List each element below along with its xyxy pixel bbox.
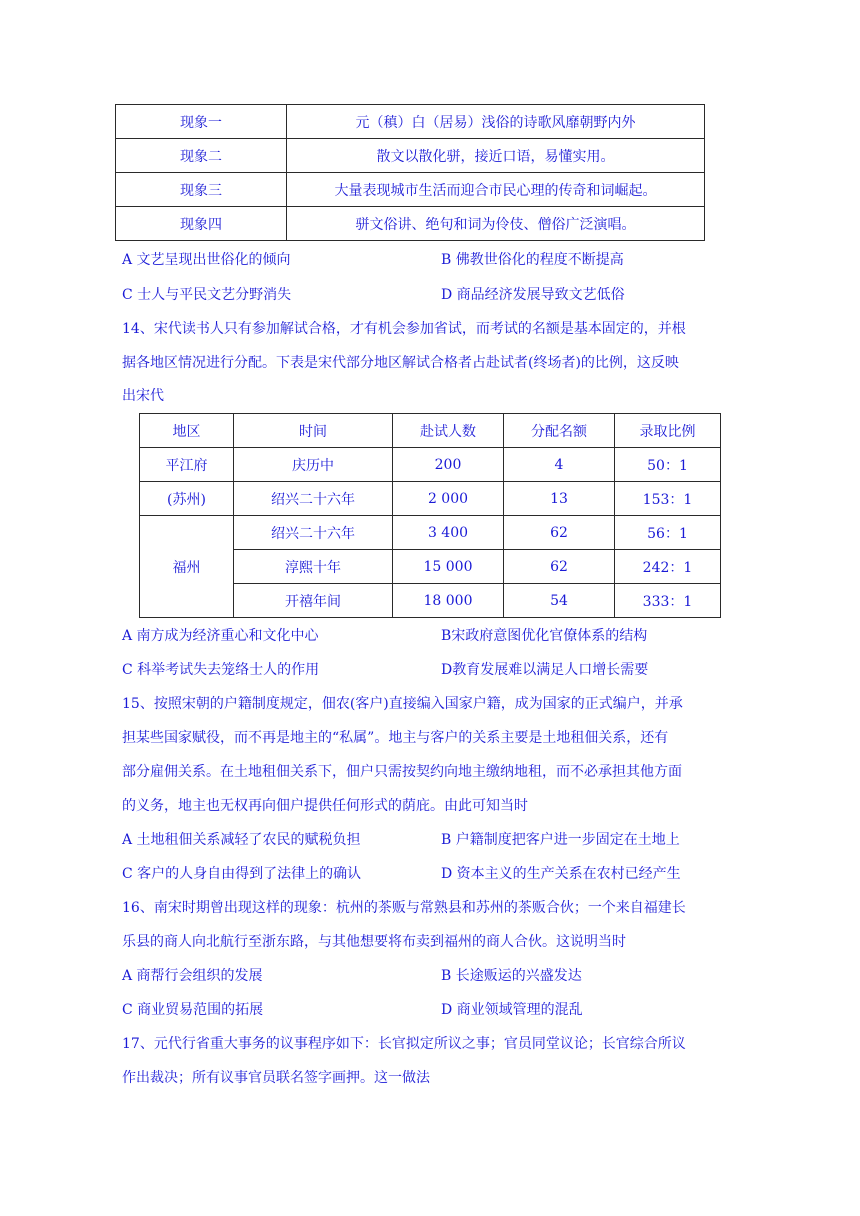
ratio-cell: 333：1 bbox=[615, 584, 721, 618]
q14-stem-line: 据各地区情况进行分配。下表是宋代部分地区解试合格者占赴试者(终场者)的比例，这反映 bbox=[122, 355, 679, 371]
examinees-cell: 15 000 bbox=[393, 550, 504, 584]
region-cell: 平江府 bbox=[140, 448, 234, 482]
examinees-cell: 18 000 bbox=[393, 584, 504, 618]
column-header: 赴试人数 bbox=[393, 414, 504, 448]
quota-cell: 54 bbox=[504, 584, 615, 618]
q13-option-b: B 佛教世俗化的程度不断提高 bbox=[441, 252, 624, 268]
time-cell: 绍兴二十六年 bbox=[234, 482, 393, 516]
phenomenon-label: 现象四 bbox=[116, 207, 287, 241]
q14-option-b: B宋政府意图优化官僚体系的结构 bbox=[441, 628, 648, 644]
region-cell: 福州 bbox=[140, 516, 234, 618]
q16-option-b: B 长途贩运的兴盛发达 bbox=[441, 968, 582, 984]
table-row bbox=[140, 482, 721, 516]
phenomenon-text: 元（稹）白（居易）浅俗的诗歌风靡朝野内外 bbox=[287, 105, 705, 139]
phenomenon-text: 骈文俗讲、绝句和词为伶伎、僧俗广泛演唱。 bbox=[287, 207, 705, 241]
column-header: 地区 bbox=[140, 414, 234, 448]
phenomenon-label: 现象三 bbox=[116, 173, 287, 207]
q14-option-d: D教育发展难以满足人口增长需要 bbox=[441, 662, 649, 678]
phenomenon-label: 现象二 bbox=[116, 139, 287, 173]
phenomena-table bbox=[115, 104, 705, 241]
column-header: 时间 bbox=[234, 414, 393, 448]
q17-stem-line: 作出裁决；所有议事官员联名签字画押。这一做法 bbox=[122, 1070, 430, 1086]
examinees-cell: 200 bbox=[393, 448, 504, 482]
ratio-cell: 153：1 bbox=[615, 482, 721, 516]
q16-option-c: C 商业贸易范围的拓展 bbox=[122, 1002, 264, 1018]
examinees-cell: 3 400 bbox=[393, 516, 504, 550]
table-row bbox=[140, 516, 721, 550]
q15-option-b: B 户籍制度把客户进一步固定在土地上 bbox=[441, 832, 680, 848]
q15-stem-line: 的义务，地主也无权再向佃户提供任何形式的荫庇。由此可知当时 bbox=[122, 798, 528, 814]
exam-ratio-table bbox=[139, 413, 721, 618]
q16-option-d: D 商业领域管理的混乱 bbox=[441, 1002, 583, 1018]
q14-stem-line: 出宋代 bbox=[122, 388, 164, 404]
quota-cell: 62 bbox=[504, 516, 615, 550]
examinees-cell: 2 000 bbox=[393, 482, 504, 516]
time-cell: 开禧年间 bbox=[234, 584, 393, 618]
q16-option-a: A 商帮行会组织的发展 bbox=[122, 968, 263, 984]
quota-cell: 62 bbox=[504, 550, 615, 584]
q13-option-d: D 商品经济发展导致文艺低俗 bbox=[441, 287, 625, 303]
time-cell: 绍兴二十六年 bbox=[234, 516, 393, 550]
phenomenon-text: 大量表现城市生活而迎合市民心理的传奇和词崛起。 bbox=[287, 173, 705, 207]
column-header: 录取比例 bbox=[615, 414, 721, 448]
table-row bbox=[140, 448, 721, 482]
q15-stem-line: 15、按照宋朝的户籍制度规定，佃农(客户)直接编入国家户籍，成为国家的正式编户，并承 bbox=[122, 696, 683, 712]
time-cell: 庆历中 bbox=[234, 448, 393, 482]
ratio-cell: 50：1 bbox=[615, 448, 721, 482]
q13-option-a: A 文艺呈现出世俗化的倾向 bbox=[122, 252, 291, 268]
ratio-cell: 242：1 bbox=[615, 550, 721, 584]
q14-stem-line: 14、宋代读书人只有参加解试合格，才有机会参加省试，而考试的名额是基本固定的，并根 bbox=[122, 321, 686, 337]
table-header-row bbox=[140, 414, 721, 448]
table-row bbox=[116, 173, 705, 207]
column-header: 分配名额 bbox=[504, 414, 615, 448]
time-cell: 淳熙十年 bbox=[234, 550, 393, 584]
table-row bbox=[116, 207, 705, 241]
quota-cell: 4 bbox=[504, 448, 615, 482]
q16-stem-line: 乐县的商人向北航行至浙东路，与其他想要将布卖到福州的商人合伙。这说明当时 bbox=[122, 934, 626, 950]
q14-option-a: A 南方成为经济重心和文化中心 bbox=[122, 628, 319, 644]
q15-option-a: A 土地租佃关系减轻了农民的赋税负担 bbox=[122, 832, 361, 848]
q15-option-d: D 资本主义的生产关系在农村已经产生 bbox=[441, 866, 681, 882]
ratio-cell: 56：1 bbox=[615, 516, 721, 550]
q15-option-c: C 客户的人身自由得到了法律上的确认 bbox=[122, 866, 362, 882]
phenomenon-label: 现象一 bbox=[116, 105, 287, 139]
table-row bbox=[116, 139, 705, 173]
region-cell: (苏州) bbox=[140, 482, 234, 516]
q17-stem-line: 17、元代行省重大事务的议事程序如下：长官拟定所议之事；官员同堂议论；长官综合所议 bbox=[122, 1036, 686, 1052]
q15-stem-line: 担某些国家赋役，而不再是地主的“私属”。地主与客户的关系主要是土地租佃关系，还有 bbox=[122, 730, 669, 746]
q15-stem-line: 部分雇佣关系。在土地租佃关系下，佃户只需按契约向地主缴纳地租，而不必承担其他方面 bbox=[122, 764, 682, 780]
q13-option-c: C 士人与平民文艺分野消失 bbox=[122, 287, 292, 303]
q16-stem-line: 16、南宋时期曾出现这样的现象：杭州的茶贩与常熟县和苏州的茶贩合伙；一个来自福建长 bbox=[122, 900, 686, 916]
q14-option-c: C 科举考试失去笼络士人的作用 bbox=[122, 662, 320, 678]
table-row bbox=[116, 105, 705, 139]
phenomenon-text: 散文以散化骈，接近口语，易懂实用。 bbox=[287, 139, 705, 173]
quota-cell: 13 bbox=[504, 482, 615, 516]
